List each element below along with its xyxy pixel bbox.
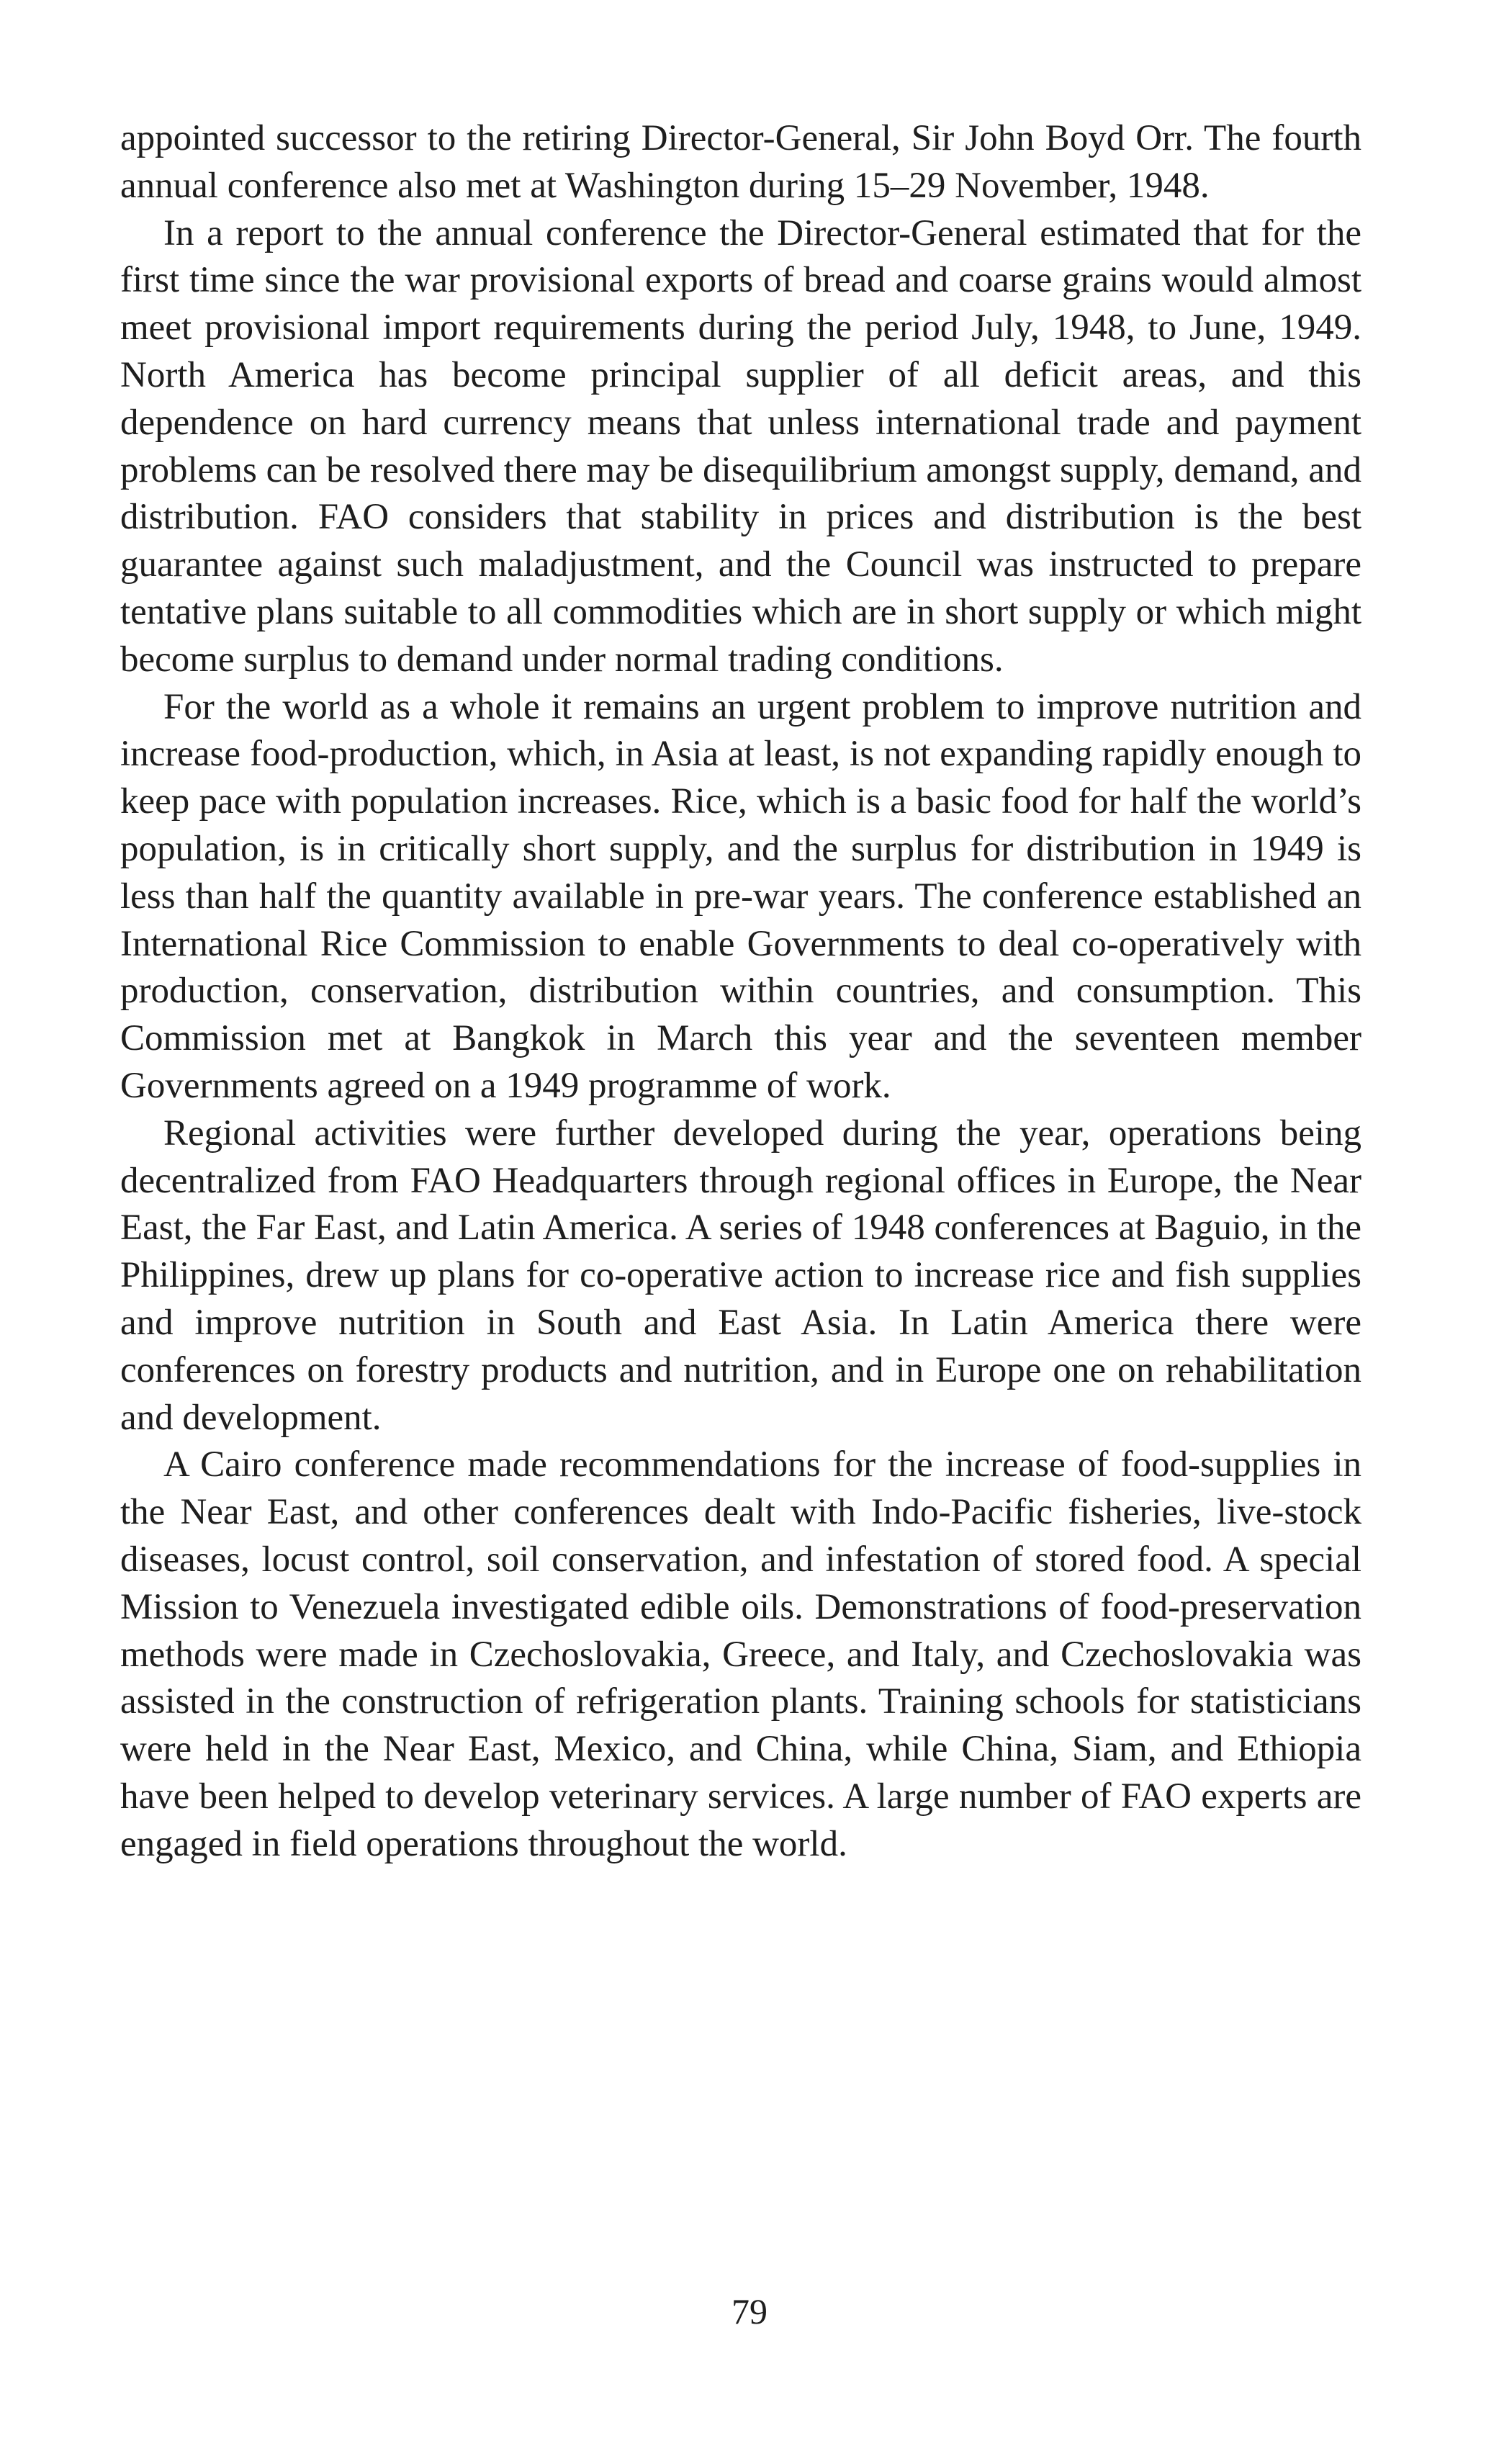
page-body	[120, 115, 1361, 1868]
page-number: 79	[732, 2291, 767, 2332]
paragraph-regional-activities: Regional activities were further developed during the year, operations being decentralized from FAO Headquarters through regional offices in Europe, the Near East, the Far East, and Latin America. A series of 1948 conferences at Baguio, in the Philippines, drew up plans for co-operative action to increase rice and fish supplies and improve nutrition in South and East Asia. In Latin America there were conferences on forestry products and nutrition, and in Europe one on rehabilitation and development.	[120, 1112, 1361, 1438]
paragraph-rice-commission: For the world as a whole it remains an urgent problem to improve nutrition and increase food-production, which, in Asia at least, is not expanding rapidly enough to keep pace with population increases. Rice, which is a basic food for half the world’s population, is in critically short supply, and the surplus for distribution in 1949 is less than half the quantity available in pre-war years. The conference established an International Rice Commission to enable Governments to deal co-operatively with production, conservation, distribution within countries, and consumption. This Commission met at Bangkok in March this year and the seventeen member Governments agreed on a 1949 programme of work.	[120, 686, 1361, 1106]
paragraph-director-report: In a report to the annual conference the Director-General estimated that for the first time since the war provisional exports of bread and coarse grains would almost meet provisional import requirements during the period July, 1948, to June, 1949. North America has become principal supplier of all deficit areas, and this dependence on hard currency means that unless international trade and payment problems can be resolved there may be disequilibrium amongst supply, demand, and distribution. FAO considers that stability in prices and distribution is the best guarantee against such maladjustment, and the Council was instructed to prepare tentative plans suitable to all commodities which are in short supply or which might become surplus to demand under normal trading conditions.	[120, 212, 1361, 680]
paragraph-continuation: appointed successor to the retiring Director-General, Sir John Boyd Orr. The fourth annual conference also met at Washington during 15–29 November, 1948.	[120, 118, 1361, 206]
paragraph-cairo-conference: A Cairo conference made recommendations for the increase of food-supplies in the Near East, and other conferences dealt with Indo-Pacific fisheries, live-stock diseases, locust control, soil conservation, and infestation of stored food. A special Mission to Venezuela investigated edible oils. Demonstrations of food-preservation methods were made in Czechoslovakia, Greece, and Italy, and Czechoslovakia was assisted in the construction of refrigeration plants. Training schools for statisticians were held in the Near East, Mexico, and China, while China, Siam, and Ethiopia have been helped to develop veterinary services. A large number of FAO experts are engaged in field operations throughout the world.	[120, 1444, 1361, 1864]
